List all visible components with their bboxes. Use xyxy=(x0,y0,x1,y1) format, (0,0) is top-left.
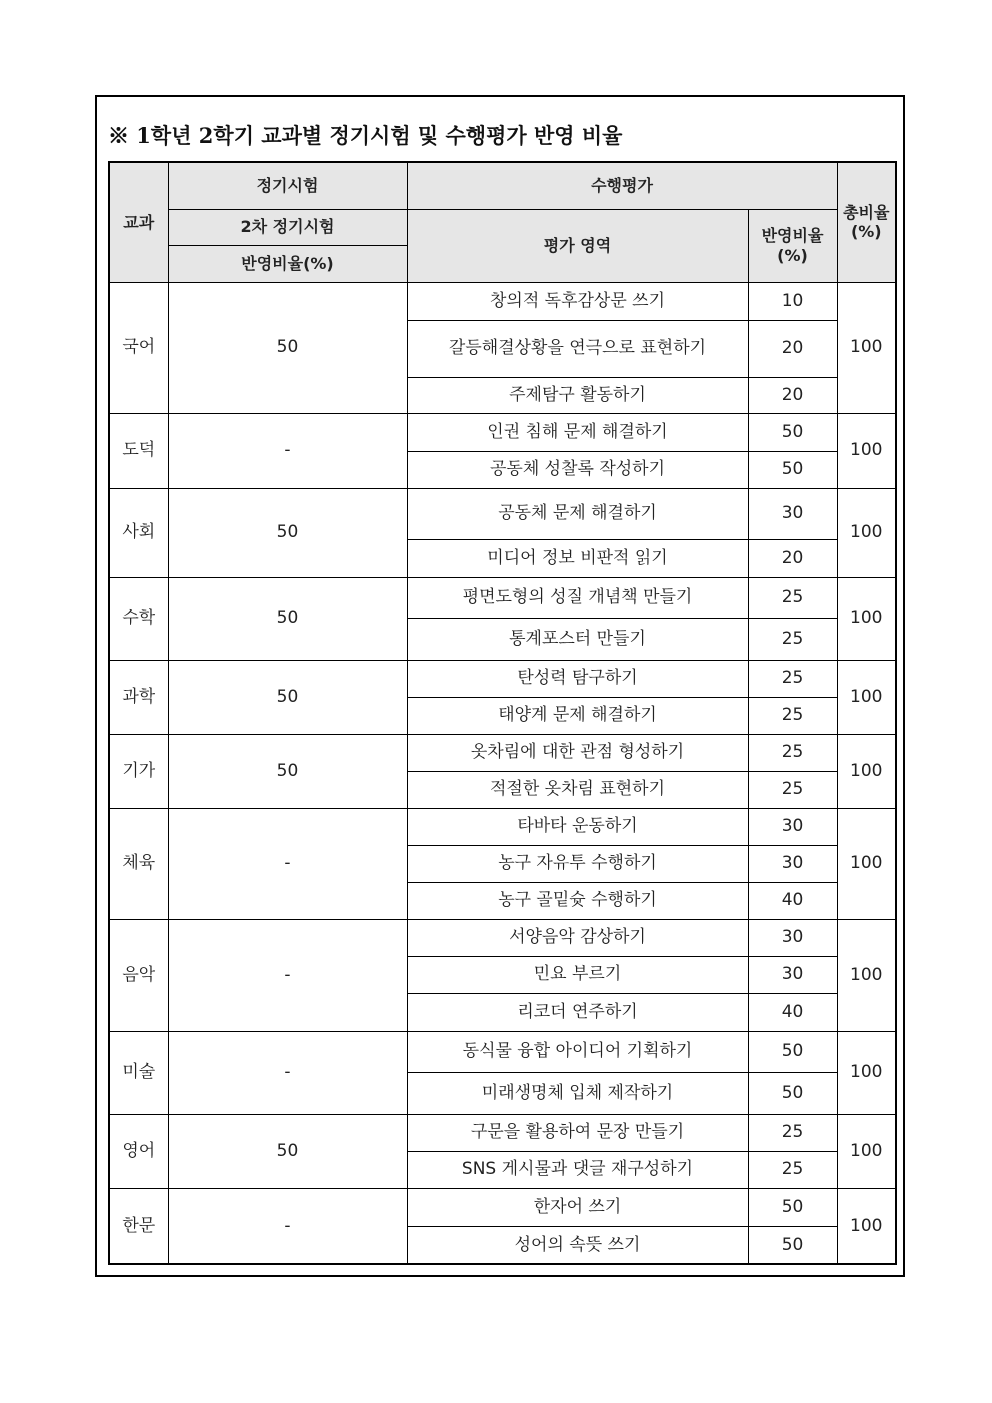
header-ratio-label: 반영비율 xyxy=(761,226,824,246)
total-ratio: 100 xyxy=(837,282,896,413)
eval-ratio: 25 xyxy=(748,1151,837,1188)
eval-area: 적절한 옷차림 표현하기 xyxy=(407,771,748,808)
eval-ratio: 20 xyxy=(748,539,837,577)
eval-ratio: 50 xyxy=(748,1031,837,1072)
eval-area: 구문을 활용하여 문장 만들기 xyxy=(407,1114,748,1151)
eval-area: 미디어 정보 비판적 읽기 xyxy=(407,539,748,577)
eval-area: 미래생명체 입체 제작하기 xyxy=(407,1072,748,1114)
eval-ratio: 40 xyxy=(748,882,837,919)
total-ratio: 100 xyxy=(837,734,896,808)
eval-area: 옷차림에 대한 관점 형성하기 xyxy=(407,734,748,771)
eval-area: 성어의 속뜻 쓰기 xyxy=(407,1226,748,1264)
eval-area: 주제탐구 활동하기 xyxy=(407,377,748,413)
eval-ratio: 25 xyxy=(748,734,837,771)
total-ratio: 100 xyxy=(837,577,896,660)
table-body xyxy=(109,282,896,1264)
eval-ratio: 50 xyxy=(748,1188,837,1226)
subject-name: 체육 xyxy=(109,808,168,919)
eval-area: 갈등해결상황을 연극으로 표현하기 xyxy=(407,320,748,377)
header-total xyxy=(837,162,896,282)
exam-ratio: - xyxy=(168,413,407,488)
header-ratio xyxy=(748,209,837,282)
total-ratio: 100 xyxy=(837,488,896,577)
subject-name: 국어 xyxy=(109,282,168,413)
subject-name: 한문 xyxy=(109,1188,168,1264)
eval-area: 평면도형의 성질 개념책 만들기 xyxy=(407,577,748,618)
eval-area: 탄성력 탐구하기 xyxy=(407,660,748,697)
subject-name: 사회 xyxy=(109,488,168,577)
subject-name: 기가 xyxy=(109,734,168,808)
eval-area: 한자어 쓰기 xyxy=(407,1188,748,1226)
subject-name: 미술 xyxy=(109,1031,168,1114)
eval-ratio: 25 xyxy=(748,618,837,660)
eval-ratio: 50 xyxy=(748,1226,837,1264)
eval-area: 인권 침해 문제 해결하기 xyxy=(407,413,748,451)
exam-ratio: 50 xyxy=(168,660,407,734)
exam-ratio: - xyxy=(168,1031,407,1114)
exam-ratio: 50 xyxy=(168,1114,407,1188)
total-ratio: 100 xyxy=(837,413,896,488)
eval-ratio: 50 xyxy=(748,451,837,488)
eval-area: 공동체 문제 해결하기 xyxy=(407,488,748,539)
assessment-ratio-table xyxy=(108,161,897,1265)
eval-ratio: 25 xyxy=(748,577,837,618)
eval-area: 서양음악 감상하기 xyxy=(407,919,748,956)
eval-area: 통계포스터 만들기 xyxy=(407,618,748,660)
exam-ratio: 50 xyxy=(168,734,407,808)
total-ratio: 100 xyxy=(837,1114,896,1188)
total-ratio: 100 xyxy=(837,919,896,1031)
subject-name: 음악 xyxy=(109,919,168,1031)
eval-area: 창의적 독후감상문 쓰기 xyxy=(407,282,748,320)
total-ratio: 100 xyxy=(837,1031,896,1114)
total-ratio: 100 xyxy=(837,660,896,734)
exam-ratio: - xyxy=(168,808,407,919)
header-subject: 교과 xyxy=(109,162,168,282)
header-total-unit: (%) xyxy=(850,222,882,242)
eval-area: 동식물 융합 아이디어 기획하기 xyxy=(407,1031,748,1072)
total-ratio: 100 xyxy=(837,808,896,919)
eval-area: 민요 부르기 xyxy=(407,956,748,993)
eval-ratio: 25 xyxy=(748,660,837,697)
exam-ratio: 50 xyxy=(168,488,407,577)
eval-ratio: 25 xyxy=(748,771,837,808)
eval-area: SNS 게시물과 댓글 재구성하기 xyxy=(407,1151,748,1188)
eval-ratio: 25 xyxy=(748,697,837,734)
eval-ratio: 10 xyxy=(748,282,837,320)
eval-ratio: 50 xyxy=(748,413,837,451)
header-performance: 수행평가 xyxy=(407,162,837,209)
header-exam: 정기시험 xyxy=(168,162,407,209)
eval-ratio: 30 xyxy=(748,919,837,956)
eval-area: 공동체 성찰록 작성하기 xyxy=(407,451,748,488)
eval-area: 타바타 운동하기 xyxy=(407,808,748,845)
eval-area: 농구 자유투 수행하기 xyxy=(407,845,748,882)
exam-ratio: 50 xyxy=(168,282,407,413)
eval-ratio: 40 xyxy=(748,993,837,1031)
eval-ratio: 50 xyxy=(748,1072,837,1114)
eval-ratio: 20 xyxy=(748,377,837,413)
eval-ratio: 30 xyxy=(748,808,837,845)
eval-ratio: 30 xyxy=(748,845,837,882)
exam-ratio: - xyxy=(168,1188,407,1264)
document-title: ※ 1학년 2학기 교과별 정기시험 및 수행평가 반영 비율 xyxy=(108,123,623,148)
subject-name: 과학 xyxy=(109,660,168,734)
exam-ratio: 50 xyxy=(168,577,407,660)
eval-ratio: 30 xyxy=(748,956,837,993)
header-exam-second: 2차 정기시험 xyxy=(168,209,407,245)
subject-name: 영어 xyxy=(109,1114,168,1188)
eval-area: 리코더 연주하기 xyxy=(407,993,748,1031)
eval-ratio: 30 xyxy=(748,488,837,539)
exam-ratio: - xyxy=(168,919,407,1031)
eval-ratio: 20 xyxy=(748,320,837,377)
eval-ratio: 25 xyxy=(748,1114,837,1151)
header-total-label: 총비율 xyxy=(843,203,890,223)
total-ratio: 100 xyxy=(837,1188,896,1264)
subject-name: 수학 xyxy=(109,577,168,660)
header-ratio-unit: (%) xyxy=(777,245,808,265)
header-area: 평가 영역 xyxy=(407,209,748,282)
eval-area: 농구 골밑슛 수행하기 xyxy=(407,882,748,919)
subject-name: 도덕 xyxy=(109,413,168,488)
eval-area: 태양계 문제 해결하기 xyxy=(407,697,748,734)
header-exam-ratio: 반영비율(%) xyxy=(168,245,407,282)
